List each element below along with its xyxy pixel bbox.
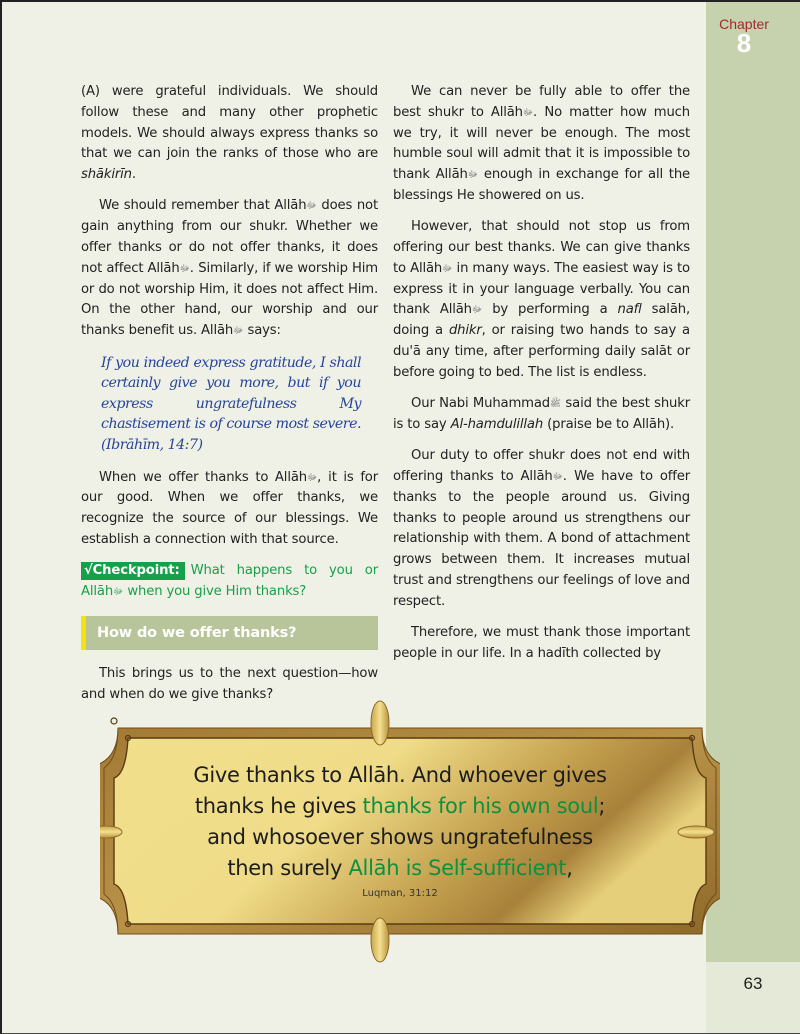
plaque-quote-text: Give thanks to Allāh. And whoever gives thanks he gives thanks for his own soul; and whosoever shows ungratefulness then surely Allāh is Self-sufficient, bbox=[193, 763, 607, 880]
honorific-icon: ﷻ bbox=[179, 263, 190, 274]
honorific-icon: ﷻ bbox=[442, 263, 453, 274]
chapter-number: 8 bbox=[736, 28, 752, 58]
page-number-band bbox=[706, 962, 800, 1033]
checkpoint-badge: √Checkpoint: bbox=[81, 562, 185, 580]
right-column bbox=[393, 82, 690, 675]
paragraph: We should remember that Allāhﷻ does not gain anything from our shukr. Whether we offer thanks or do not offer thanks, it does not affect Allāhﷻ. Similarly, if we worship Him or do not worship Him, it does not affect Him. On the other hand, our worship and our thanks benefit us. Allāhﷻ says: bbox=[81, 198, 378, 339]
paragraph: However, that should not stop us from offering our best thanks. We can give thanks to Allāhﷻ in many ways. The easiest way is to express it in your language verbally. You can thank Allāhﷻ by performing a nafl salāh, doing a dhikr, or raising two hands to say a du'ā any time, after performing daily salāt or before going to bed. The list is endless. bbox=[393, 219, 691, 380]
highlighted-phrase: thanks for his own soul bbox=[362, 794, 599, 818]
paragraph: Our Nabi Muhammadﷺ said the best shukr is to say Al-hamdulillah (praise be to Allāh). bbox=[393, 396, 690, 432]
highlighted-phrase: Allāh is Self-sufficient bbox=[348, 856, 567, 880]
honorific-icon: ﷻ bbox=[306, 472, 318, 483]
chapter-side-band bbox=[706, 0, 800, 962]
honorific-icon: ﷻ bbox=[471, 305, 483, 316]
paragraph: (A) were grateful individuals. We should follow these and many other prophetic models. We should always express thanks so that we can join the ranks of those who are shākirīn. bbox=[81, 84, 378, 183]
chapter-label: Chapter bbox=[719, 16, 769, 32]
checkpoint: √Checkpoint: What happens to you or Allāhﷻ when you give Him thanks? bbox=[81, 563, 378, 600]
section-heading: How do we offer thanks? bbox=[81, 616, 378, 650]
honorific-icon: ﷻ bbox=[113, 587, 124, 598]
paragraph: Therefore, we must thank those important people in our life. In a hadīth collected by bbox=[393, 625, 690, 661]
page-number: 63 bbox=[743, 974, 763, 993]
paragraph: Our duty to offer shukr does not end with offering thanks to Allāhﷻ. We have to offer thanks to the people around us. Giving thanks to people around us strengthens our relationship with them. A bond of attachment grows between them. It increases mutual trust and strengthens our feelings of love and respect. bbox=[393, 448, 690, 609]
honorific-icon: ﷻ bbox=[522, 107, 534, 118]
honorific-icon: ﷻ bbox=[467, 170, 478, 181]
plaque-reference: Luqman, 31:12 bbox=[362, 888, 438, 899]
quran-quote: If you indeed express gratitude, I shall certainly give you more, but if you express ungratefulness My chastisement is of course most severe. (Ibrāhīm, 14:7) bbox=[101, 354, 361, 453]
left-column bbox=[81, 82, 378, 716]
honorific-icon: ﷻ bbox=[233, 326, 244, 337]
paragraph: This brings us to the next question—how and when do we give thanks? bbox=[81, 665, 378, 702]
paragraph: When we offer thanks to Allāhﷻ, it is for our good. When we offer thanks, we recognize the source of our blessings. We establish a connection with that source. bbox=[81, 469, 378, 547]
prophet-honorific-icon: ﷺ bbox=[550, 399, 561, 410]
honorific-icon: ﷻ bbox=[306, 201, 317, 212]
honorific-icon: ﷻ bbox=[552, 472, 563, 483]
quote-plaque bbox=[100, 690, 720, 970]
paragraph: We can never be fully able to offer the best shukr to Allāhﷻ. No matter how much we try, it will never be enough. The most humble soul will admit that it is impossible to thank Allāhﷻ enough in exchange for all the blessings He showered on us. bbox=[393, 84, 690, 203]
